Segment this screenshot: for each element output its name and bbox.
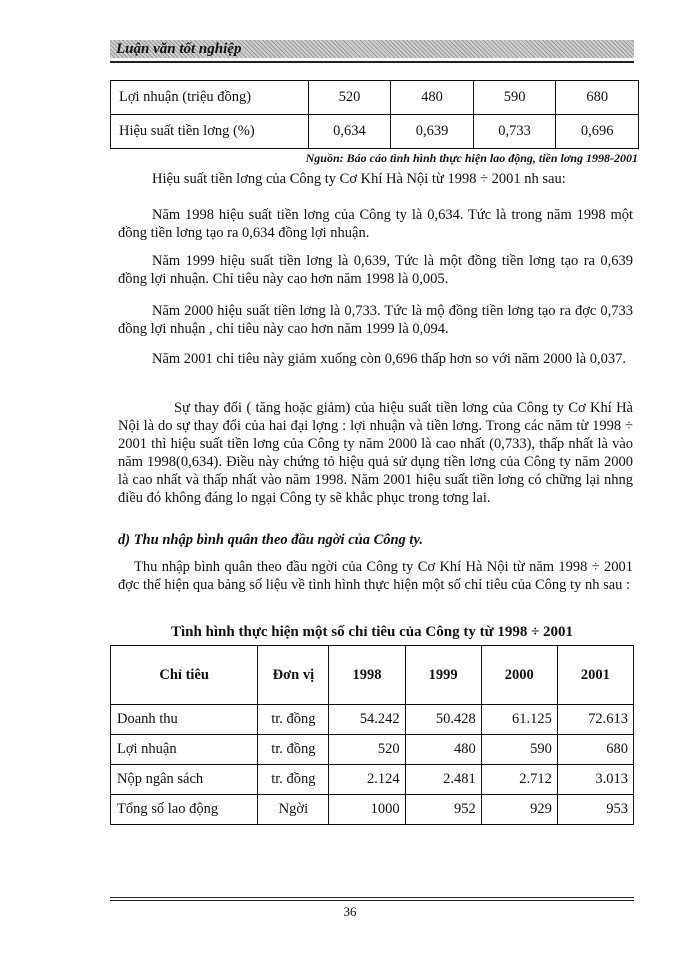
paragraph: Năm 2001 chỉ tiêu này giảm xuống còn 0,696 thấp hơn so với năm 2000 là 0,037. [152, 351, 627, 367]
table-row [111, 735, 634, 765]
row-label: Lợi nhuận (triệu đồng) [111, 81, 309, 115]
column-header: 1999 [405, 646, 481, 705]
paragraph: Thu nhập bình quân theo đầu ngời của Công ty Cơ Khí Hà Nội từ năm 1998 ÷ 2001 đợc thể hiện qua bảng số liệu về tình hình thực hiện một số chỉ tiêu của Công ty nh sau : [118, 559, 633, 593]
table-cell: 0,634 [308, 115, 391, 149]
table-source-note: Nguồn: Báo cáo tình hình thực hiện lao động, tiền lơng 1998-2001 [305, 151, 638, 165]
table-cell: 72.613 [557, 705, 633, 735]
table-cell: 50.428 [405, 705, 481, 735]
table-row [111, 115, 639, 149]
table-cell: 520 [308, 81, 391, 115]
footer-rule [110, 900, 634, 901]
unit-cell: tr. đồng [258, 705, 329, 735]
table-cell: 3.013 [557, 765, 633, 795]
table-cell: 0,696 [556, 115, 639, 149]
table-row [111, 705, 634, 735]
table-cell: 929 [481, 795, 557, 825]
indicators-table [110, 645, 634, 825]
table-cell: 1000 [329, 795, 405, 825]
section-heading: d) Thu nhập bình quân theo đầu ngời của Công ty. [118, 532, 423, 548]
page-number: 36 [343, 904, 357, 919]
table-cell: 680 [556, 81, 639, 115]
column-header: 2000 [481, 646, 557, 705]
table-cell: 54.242 [329, 705, 405, 735]
table-cell: 590 [473, 81, 556, 115]
table-title: Tình hình thực hiện một số chỉ tiêu của Công ty từ 1998 ÷ 2001 [170, 624, 574, 640]
table-cell: 0,733 [473, 115, 556, 149]
paragraph: Năm 2000 hiệu suất tiền lơng là 0,733. Tức là mộ đồng tiền lơng tạo ra đợc 0,733 đồng lợi nhuận , chỉ tiêu này cao hơn năm 1999 là 0,094. [118, 303, 633, 337]
table-cell: 680 [557, 735, 633, 765]
table-header-row [111, 646, 634, 705]
row-label: Nộp ngân sách [111, 765, 258, 795]
column-header: 2001 [557, 646, 633, 705]
table-row [111, 795, 634, 825]
unit-cell: tr. đồng [258, 765, 329, 795]
table-row [111, 765, 634, 795]
table-cell: 2.124 [329, 765, 405, 795]
paragraph: Hiệu suất tiền lơng của Công ty Cơ Khí Hà Nội từ 1998 ÷ 2001 nh sau: [152, 171, 566, 187]
table-cell: 0,639 [391, 115, 474, 149]
salary-efficiency-table [110, 80, 639, 149]
table-cell: 480 [391, 81, 474, 115]
table-cell: 480 [405, 735, 481, 765]
paragraph: Năm 1998 hiệu suất tiền lơng của Công ty là 0,634. Tức là trong năm 1998 một đồng tiền lơng tạo ra 0,634 đồng lợi nhuận. [118, 207, 633, 241]
running-header: Luận văn tốt nghiệp [116, 41, 242, 57]
unit-cell: Ngời [258, 795, 329, 825]
unit-cell: tr. đồng [258, 735, 329, 765]
table-row [111, 81, 639, 115]
row-label: Doanh thu [111, 705, 258, 735]
table-cell: 590 [481, 735, 557, 765]
table-cell: 952 [405, 795, 481, 825]
paragraph: Năm 1999 hiệu suất tiền lơng là 0,639, Tức là một đồng tiền lơng tạo ra 0,639 đồng lợi nhuận. Chỉ tiêu này cao hơn năm 1998 là 0,005. [118, 253, 633, 287]
table-cell: 2.712 [481, 765, 557, 795]
row-label: Lợi nhuận [111, 735, 258, 765]
table-cell: 61.125 [481, 705, 557, 735]
footer-rule [110, 897, 634, 898]
row-label: Hiệu suất tiền lơng (%) [111, 115, 309, 149]
paragraph: Sự thay đổi ( tăng hoặc giảm) của hiệu suất tiền lơng của Công ty Cơ Khí Hà Nội là do sự thay đổi của hai đại lợng : lợi nhuận và tiền lơng. Trong các năm từ 1998 ÷ 2001 thì hiệu suất tiền lơng của Công ty năm 2000 là cao nhất (0,733), thấp nhất là vào năm 1998(0,634). Điều này chứng tỏ hiệu quả sử dụng tiền lơng của Công ty năm 2000 là cao nhất và thấp nhất vào năm 1998. Năm 2001 hiệu suất tiền lơng có chững lại nhng điều đó không đáng lo ngại Công ty sẽ khắc phục trong tơng lai. [118, 400, 633, 506]
table-cell: 520 [329, 735, 405, 765]
column-header: 1998 [329, 646, 405, 705]
table-cell: 2.481 [405, 765, 481, 795]
column-header: Chỉ tiêu [111, 646, 258, 705]
row-label: Tổng số lao động [111, 795, 258, 825]
column-header: Đơn vị [258, 646, 329, 705]
table-cell: 953 [557, 795, 633, 825]
header-rule [110, 61, 634, 63]
